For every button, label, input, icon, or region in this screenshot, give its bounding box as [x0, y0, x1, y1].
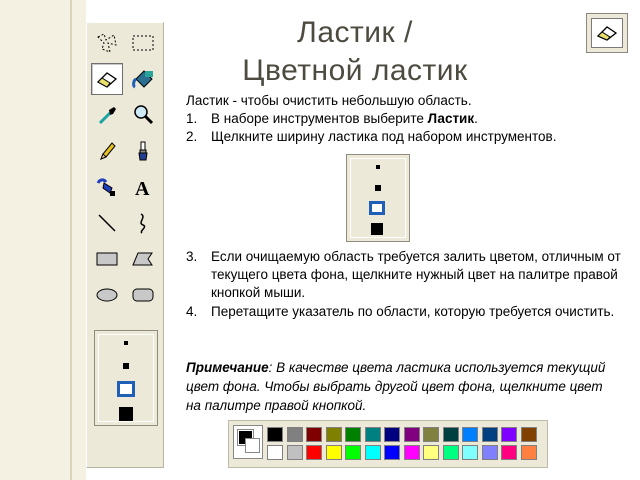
demo-size-1 [376, 165, 380, 169]
rounded-rectangle-tool[interactable] [127, 279, 159, 311]
color-picker-icon [95, 103, 119, 127]
color-swatch[interactable] [462, 427, 478, 442]
color-palette [228, 420, 548, 468]
color-swatch[interactable] [345, 427, 361, 442]
color-swatch[interactable] [287, 445, 303, 460]
eraser-size-2[interactable] [123, 363, 129, 369]
fill-tool[interactable] [127, 63, 159, 95]
airbrush-icon [94, 175, 120, 199]
note-paragraph [186, 358, 606, 415]
title-line-1: Ластик / [297, 16, 413, 49]
airbrush-tool[interactable] [91, 171, 123, 203]
eraser-size-3-selected[interactable] [117, 381, 135, 397]
brush-tool[interactable] [127, 135, 159, 167]
ellipse-icon [94, 285, 120, 305]
color-swatch[interactable] [443, 445, 459, 460]
slide-side-line [70, 0, 72, 480]
pencil-tool[interactable] [91, 135, 123, 167]
eraser-size-1[interactable] [124, 341, 128, 345]
color-swatch[interactable] [267, 445, 283, 460]
color-swatch[interactable] [267, 427, 283, 442]
text-tool[interactable] [127, 171, 159, 203]
color-swatch[interactable] [384, 445, 400, 460]
text-icon [131, 175, 155, 199]
color-swatch[interactable] [326, 427, 342, 442]
polygon-tool[interactable] [127, 243, 159, 275]
background-color[interactable] [245, 438, 260, 453]
color-swatch[interactable] [287, 427, 303, 442]
color-swatch[interactable] [443, 427, 459, 442]
color-swatch[interactable] [423, 445, 439, 460]
svg-text:A: A [135, 178, 150, 199]
free-form-select-tool[interactable] [91, 27, 123, 59]
step-text: Если очищаемую область требуется залить цветом, отличным от текущего цвета фона, щелкните нужный цвет на палитре правой кнопкой мыши. [211, 249, 621, 300]
color-swatch[interactable] [404, 445, 420, 460]
line-icon [95, 211, 119, 235]
color-swatch[interactable] [345, 445, 361, 460]
current-colors[interactable] [233, 425, 263, 459]
color-swatch[interactable] [501, 427, 517, 442]
intro-text: Ластик - чтобы очистить небольшую область. [186, 93, 472, 108]
step-number: 1. [186, 111, 198, 126]
rect-select-tool[interactable] [127, 27, 159, 59]
pencil-icon [95, 139, 119, 163]
ellipse-tool[interactable] [91, 279, 123, 311]
color-swatch[interactable] [501, 445, 517, 460]
curve-tool[interactable] [127, 207, 159, 239]
slide-side-band [0, 0, 86, 480]
color-swatch[interactable] [306, 445, 322, 460]
color-swatch[interactable] [365, 445, 381, 460]
step-text: В наборе инструментов выберите [211, 111, 428, 126]
color-swatch[interactable] [482, 445, 498, 460]
fill-icon [130, 67, 156, 91]
color-swatch[interactable] [326, 445, 342, 460]
step-number: 4. [186, 304, 198, 319]
color-swatch[interactable] [384, 427, 400, 442]
demo-size-3-selected [369, 201, 385, 215]
free-form-select-icon [94, 31, 120, 55]
color-swatch[interactable] [462, 445, 478, 460]
color-swatch[interactable] [365, 427, 381, 442]
rounded-rectangle-icon [130, 285, 156, 305]
step-text-end: . [474, 111, 478, 126]
step-number: 2. [186, 129, 198, 144]
step-text: Щелкните ширину ластика под набором инструментов. [211, 129, 557, 144]
color-swatch[interactable] [306, 427, 322, 442]
demo-size-4 [371, 223, 383, 235]
demo-size-2 [375, 185, 381, 191]
eraser-tool[interactable] [91, 63, 123, 95]
color-swatch[interactable] [404, 427, 420, 442]
slide-title [200, 14, 510, 90]
note-text: : В качестве цвета ластика используется текущий цвет фона. Чтобы выбрать другой цвет фона, щелкните цвет на палитре правой кнопкой. [186, 360, 606, 413]
eraser-icon [596, 24, 618, 42]
rect-select-icon [130, 32, 156, 54]
step-text: Перетащите указатель по области, которую требуется очистить. [211, 304, 615, 319]
step-bold-text: Ластик [427, 111, 475, 126]
color-picker-tool[interactable] [91, 99, 123, 131]
rectangle-icon [94, 249, 120, 269]
color-swatch[interactable] [482, 427, 498, 442]
eraser-tool-preview [586, 13, 628, 53]
magnifier-tool[interactable] [127, 99, 159, 131]
color-swatch[interactable] [521, 427, 537, 442]
curve-icon [131, 211, 155, 235]
eraser-size-demo [346, 154, 410, 242]
brush-icon [131, 139, 155, 163]
color-swatch[interactable] [423, 427, 439, 442]
eraser-size-4[interactable] [119, 407, 133, 421]
magnifier-icon [131, 103, 155, 127]
rectangle-tool[interactable] [91, 243, 123, 275]
note-label: Примечание [186, 360, 269, 375]
polygon-icon [130, 249, 156, 269]
line-tool[interactable] [91, 207, 123, 239]
eraser-size-selector [94, 330, 158, 426]
color-swatch[interactable] [521, 445, 537, 460]
step-number: 3. [186, 249, 198, 264]
eraser-icon [95, 69, 119, 89]
title-line-2: Цветной ластик [242, 54, 468, 87]
